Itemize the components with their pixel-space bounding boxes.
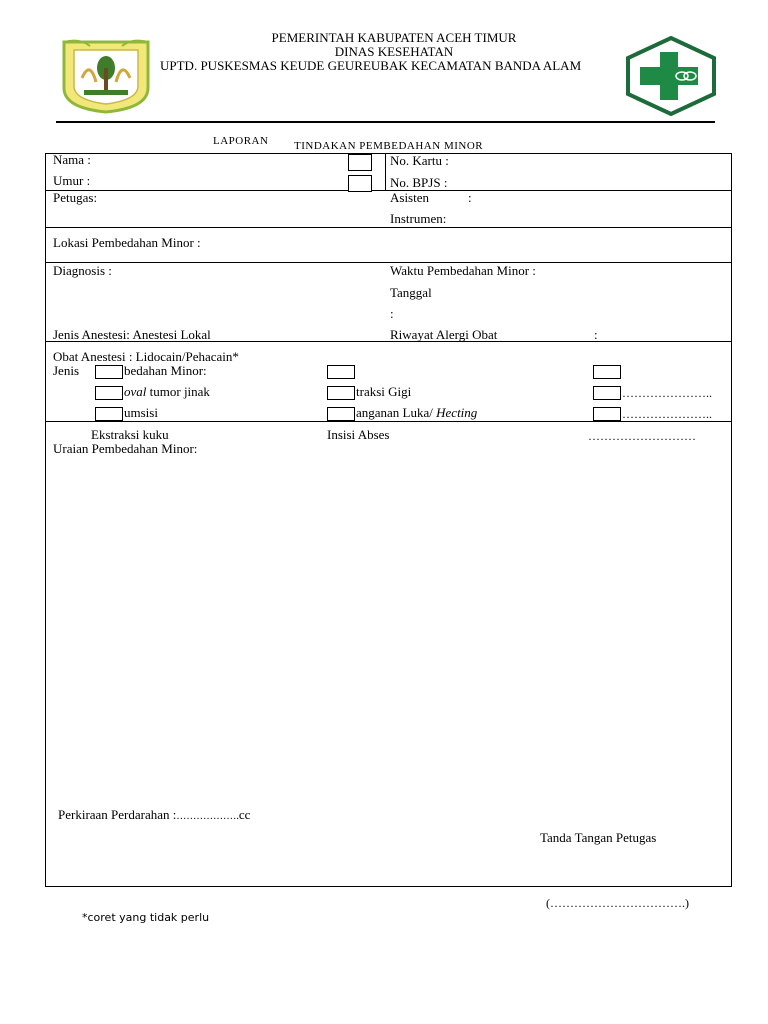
perdarahan-dots: ……………….	[176, 811, 239, 822]
umur-checkbox[interactable]	[348, 175, 372, 192]
field-petugas: Petugas:	[53, 190, 98, 205]
field-jenis-suffix: bedahan Minor:	[124, 363, 207, 378]
option-perawatan-luka	[356, 405, 477, 421]
other-1-dots: …………………..	[622, 386, 712, 400]
field-asisten: Asisten	[390, 190, 429, 205]
perdarahan-label: Perkiraan Perdarahan :	[58, 807, 177, 822]
field-riwayat-alergi: Riwayat Alergi Obat	[390, 327, 498, 342]
removal-tumor-checkbox[interactable]	[95, 386, 123, 400]
form-box	[45, 153, 732, 887]
divider-2	[45, 227, 732, 228]
option-checkbox-top-right[interactable]	[593, 365, 621, 379]
option-sirkumsisi: umsisi	[124, 405, 158, 420]
field-jenis-prefix: Jenis	[53, 363, 79, 378]
field-obat-anestesi: Obat Anestesi : Lidocain/Pehacain*	[53, 349, 239, 364]
field-uraian: Uraian Pembedahan Minor:	[53, 441, 198, 456]
perawatan-luka-checkbox[interactable]	[327, 407, 355, 421]
title-tindakan: TINDAKAN PEMBEDAHAN MINOR	[294, 140, 484, 152]
perawatan-luka-text: anganan Luka/	[356, 405, 437, 420]
divider-3	[45, 262, 732, 263]
field-tanggal-colon: :	[390, 306, 394, 321]
field-no-kartu: No. Kartu :	[390, 153, 449, 168]
footnote: *coret yang tidak perlu	[82, 911, 210, 924]
ekstraksi-gigi-checkbox[interactable]	[327, 386, 355, 400]
header-line-2: DINAS KESEHATAN	[334, 44, 454, 59]
option-removal-tumor	[124, 384, 210, 400]
field-no-bpjs: No. BPJS :	[390, 175, 448, 190]
field-diagnosis: Diagnosis :	[53, 263, 112, 278]
field-asisten-colon: :	[468, 190, 472, 205]
removal-rest: tumor jinak	[146, 384, 210, 399]
signature-line: (…………………………….)	[546, 896, 689, 910]
header-line-1: PEMERINTAH KABUPATEN ACEH TIMUR	[271, 30, 517, 45]
perdarahan-row	[58, 807, 250, 823]
hecting-italic: Hecting	[436, 405, 478, 420]
sirkumsisi-checkbox[interactable]	[95, 407, 123, 421]
other-2-checkbox[interactable]	[593, 407, 621, 421]
other-1-checkbox[interactable]	[593, 386, 621, 400]
option-insisi-abses: Insisi Abses	[327, 427, 390, 442]
option-ekstraksi-kuku: Ekstraksi kuku	[91, 427, 169, 442]
field-tanggal: Tanggal	[390, 285, 432, 300]
option-ekstraksi-gigi: traksi Gigi	[356, 384, 412, 399]
removal-italic: oval	[124, 384, 147, 399]
nama-checkbox[interactable]	[348, 154, 372, 171]
field-riwayat-colon: :	[594, 327, 598, 342]
field-nama: Nama :	[53, 152, 91, 167]
field-jenis-anestesi: Jenis Anestesi: Anestesi Lokal	[53, 327, 211, 342]
other-2-dots: …………………..	[622, 407, 712, 421]
perdarahan-unit: cc	[238, 807, 251, 822]
other-3-dots: ………………………	[588, 429, 696, 443]
title-laporan: LAPORAN	[213, 135, 269, 147]
header-divider	[56, 121, 715, 123]
divider-vertical	[385, 153, 386, 190]
jenis-checkbox[interactable]	[95, 365, 123, 379]
header-line-3: UPTD. PUSKESMAS KEUDE GEUREUBAK KECAMATAN BANDA ALAM	[160, 58, 582, 73]
puskesmas-logo	[626, 36, 716, 116]
option-checkbox-top-mid[interactable]	[327, 365, 355, 379]
field-umur: Umur :	[53, 173, 91, 188]
field-waktu: Waktu Pembedahan Minor :	[390, 263, 536, 278]
field-instrumen: Instrumen:	[390, 211, 447, 226]
field-lokasi: Lokasi Pembedahan Minor :	[53, 235, 201, 250]
signature-label: Tanda Tangan Petugas	[540, 830, 657, 845]
divider-1	[45, 190, 732, 191]
